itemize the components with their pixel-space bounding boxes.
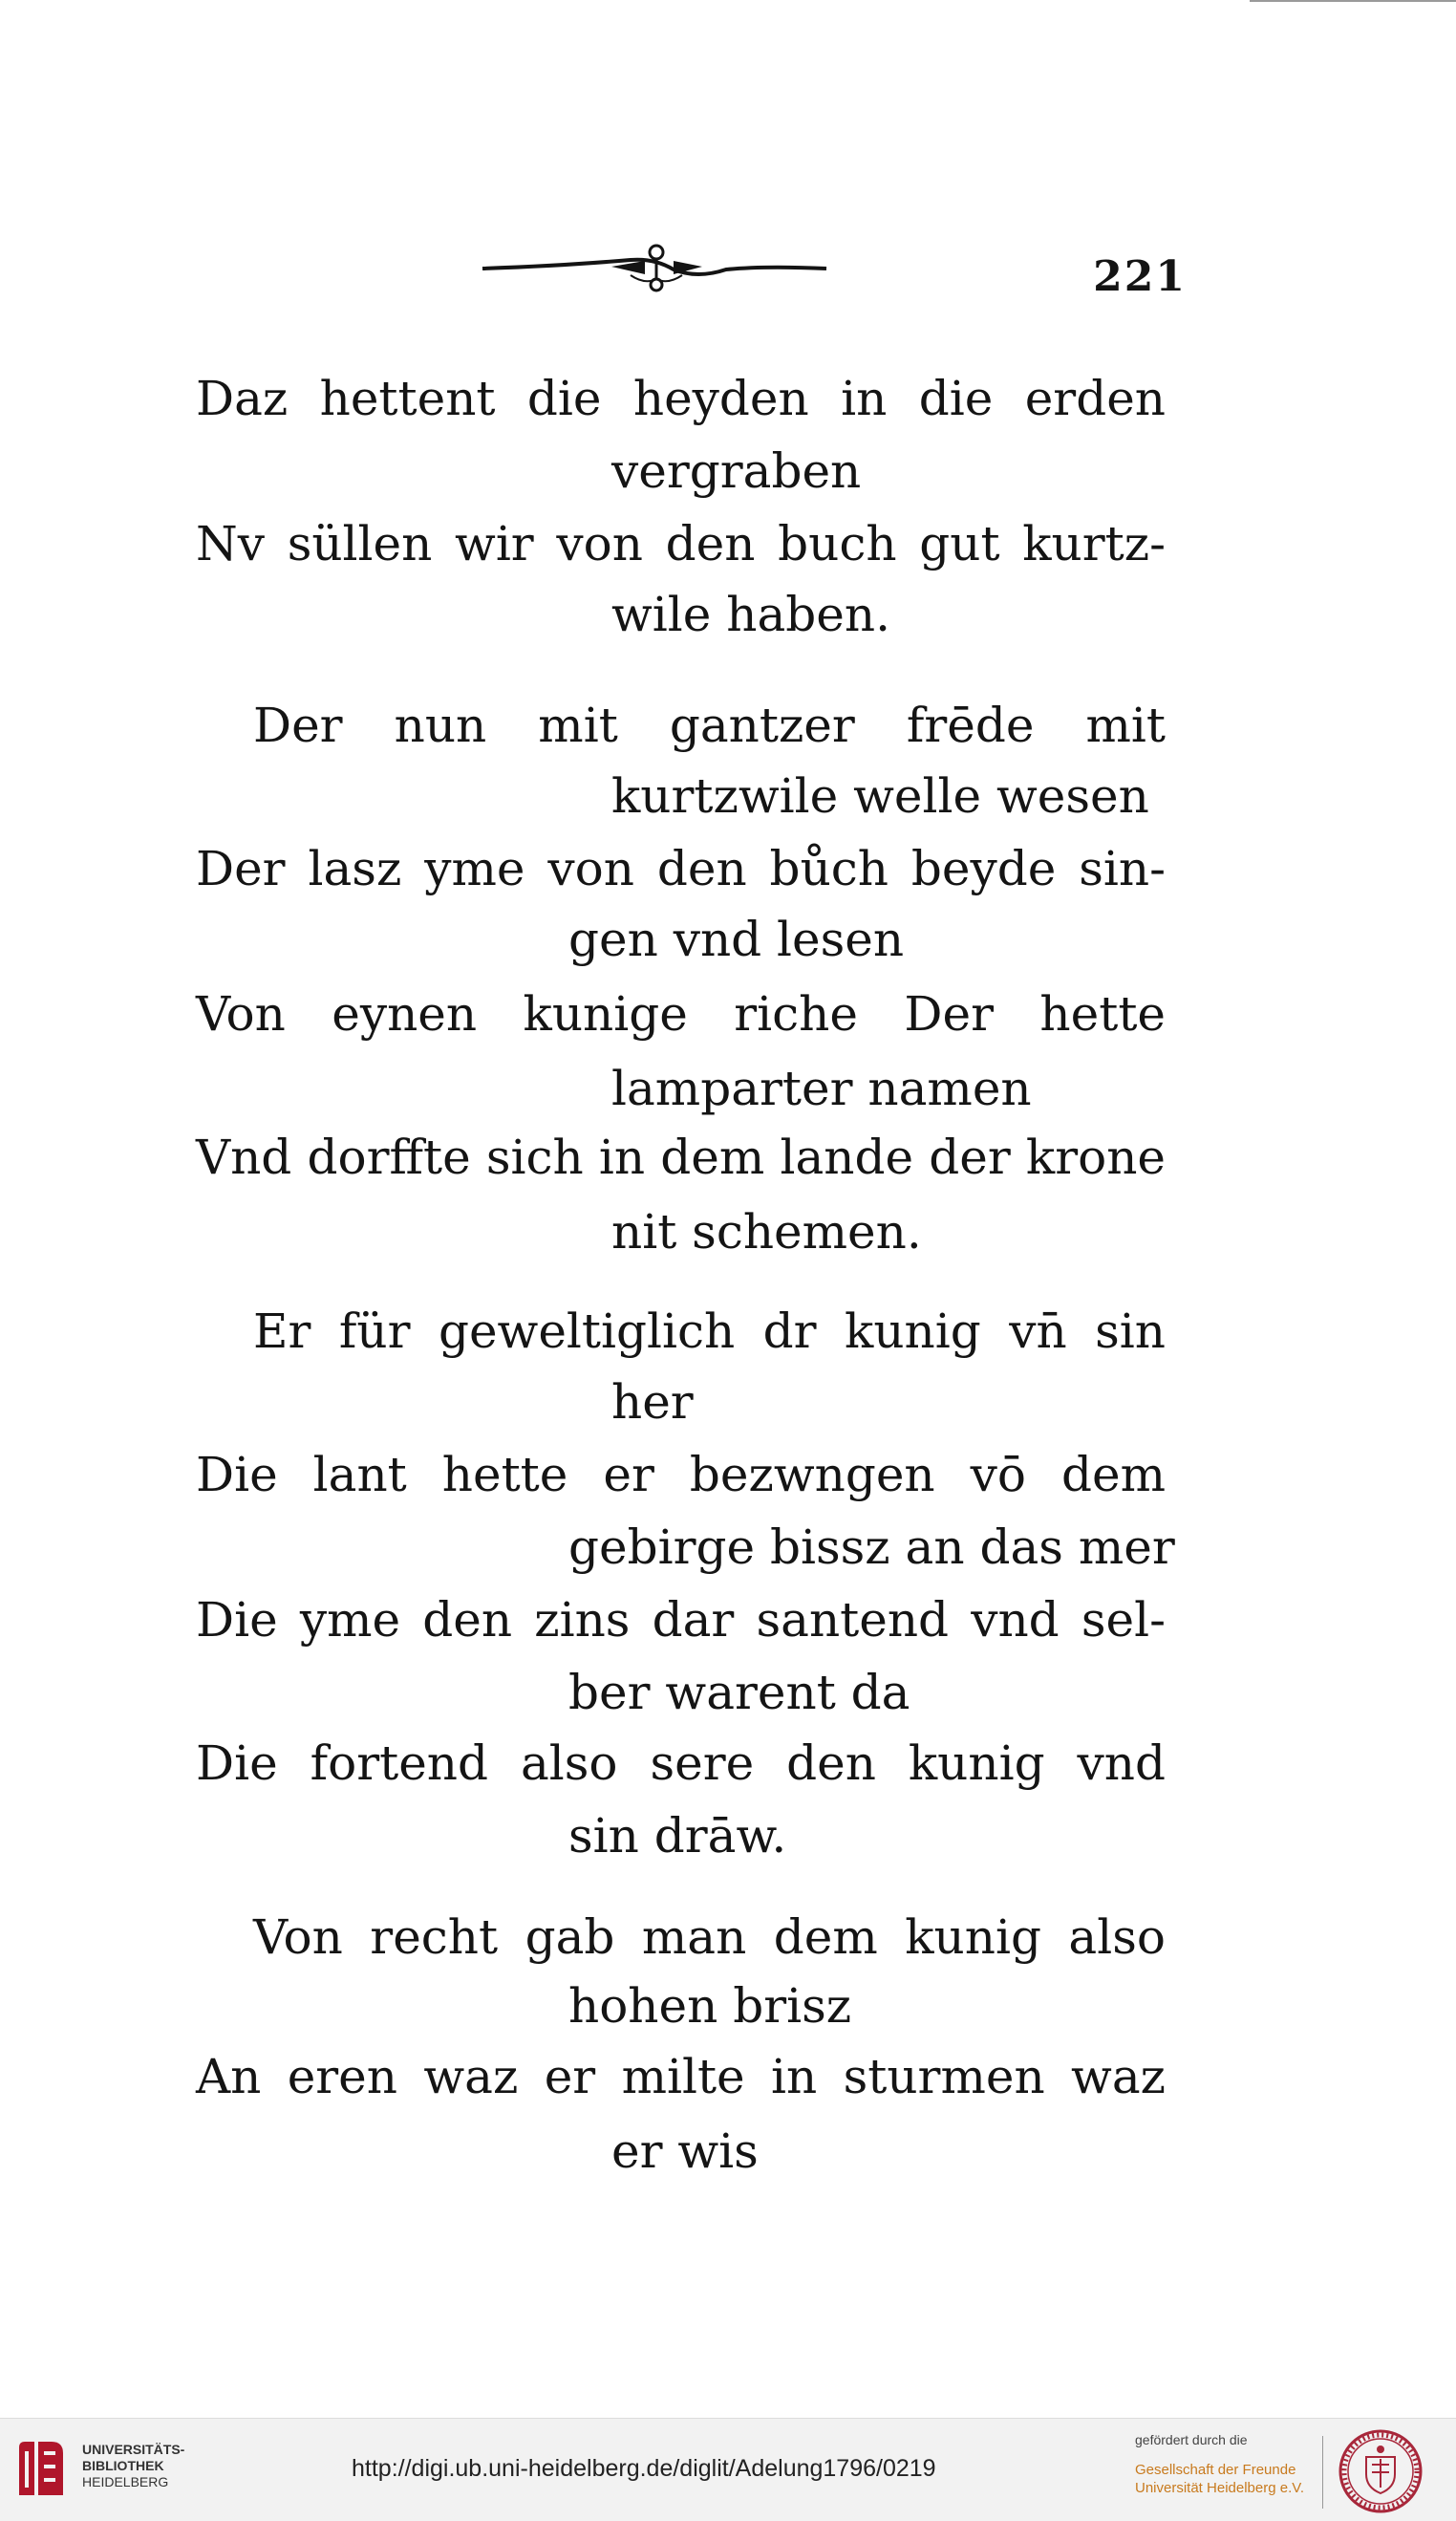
text-line: gen vnd lesen — [568, 912, 905, 967]
library-name-line: HEIDELBERG — [82, 2474, 169, 2489]
text-line: Die fortend also sere den kunig vnd — [196, 1735, 1166, 1791]
university-seal-icon — [1338, 2428, 1424, 2514]
page-number: 221 — [1093, 252, 1187, 301]
text-line: Vnd dorffte sich in dem lande der krone — [196, 1130, 1166, 1185]
text-line: ber warent da — [568, 1665, 910, 1720]
text-line: hohen brisz — [568, 1978, 852, 2034]
ornament-rule-icon — [478, 237, 831, 304]
text-line: er wis — [611, 2123, 759, 2179]
text-line: kurtzwile welle wesen — [611, 768, 1149, 824]
footer-bar — [0, 2418, 1456, 2521]
text-line: Der nun mit gantzer frēde mit — [253, 698, 1166, 753]
sponsor-name-line: Universität Heidelberg e.V. — [1135, 2480, 1305, 2496]
text-line: Von eynen kunige riche Der hette — [196, 986, 1166, 1042]
library-name — [82, 2442, 184, 2490]
sponsor-intro: gefördert durch die — [1135, 2432, 1248, 2447]
text-line: her — [611, 1374, 694, 1430]
text-line: Die lant hette er bezwngen vō dem — [196, 1447, 1166, 1502]
text-line: Die yme den zins dar santend vnd sel- — [196, 1592, 1166, 1648]
sponsor-name-line: Gesellschaft der Freunde — [1135, 2462, 1296, 2478]
text-line: wile haben. — [611, 587, 890, 642]
text-line: Er für geweltiglich dr kunig vn̄ sin — [253, 1304, 1166, 1359]
library-name-line: UNIVERSITÄTS- — [82, 2442, 185, 2457]
text-line: Von recht gab man dem kunig also — [253, 1909, 1166, 1965]
library-name-line: BIBLIOTHEK — [82, 2458, 164, 2473]
university-library-logo-icon — [13, 2438, 69, 2501]
text-line: vergraben — [611, 443, 862, 499]
text-line: Der lasz yme von den bůch beyde sin- — [196, 841, 1166, 896]
text-line: nit schemen. — [611, 1204, 922, 1260]
text-line: sin drāw. — [568, 1808, 787, 1864]
sponsor-name — [1135, 2461, 1304, 2497]
text-line: Nv süllen wir von den buch gut kurtz- — [196, 516, 1166, 571]
text-line: gebirge bissz an das mer — [568, 1519, 1175, 1575]
text-line: Daz hettent die heyden in die erden — [196, 371, 1166, 426]
permalink-url[interactable]: http://digi.ub.uni-heidelberg.de/diglit/Adelung1796/0219 — [352, 2455, 936, 2482]
sponsor-divider — [1322, 2436, 1323, 2509]
text-line: lamparter namen — [611, 1061, 1032, 1116]
text-line: An eren waz er milte in sturmen waz — [196, 2049, 1166, 2104]
